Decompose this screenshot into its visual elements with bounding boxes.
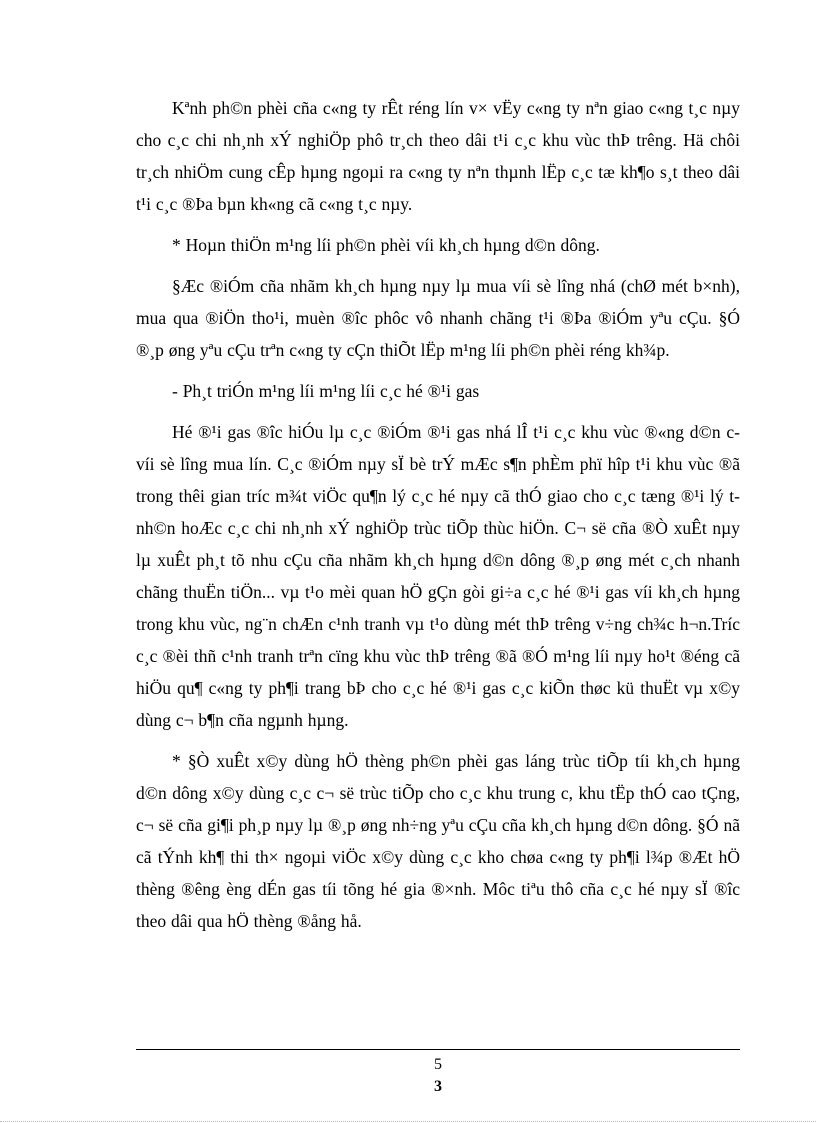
paragraph-gas-agents-detail: Hé ®¹i gas ®îc hiÓu lµ c¸c ®iÓm ®¹i gas nhá lÎ t¹i c¸c khu vùc ®«ng d©n c víi sè lîng mua lín. C¸c ®iÓm nµy sÏ bè trÝ mÆc s¶n phÈm phï hîp t¹i khu vùc ®ã trong thêi gian tríc m¾t viÖc qu¶n lý c¸c hé nµy cã thÓ giao cho c¸c tæng ®¹i lý t nh©n hoÆc c¸c chi nh¸nh xÝ nghiÖp trùc tiÕp thùc hiÖn. C¬ së cña ®Ò xuÊt nµy lµ xuÊt ph¸t tõ nhu cÇu cña nhãm kh¸ch hµng d©n dông ®¸p øng mét c¸ch nhanh chãng thuËn tiÖn... vµ t¹o mèi quan hÖ gÇn gòi gi÷a c¸c hé ®¹i gas víi kh¸ch hµng trong khu vùc, ng¨n chÆn c¹nh tranh vµ t¹o dùng mét thÞ trêng v÷ng ch¾c h¬n.Tríc c¸c ®èi thñ c¹nh tranh trªn cïng khu vùc thÞ trêng ®ã ®Ó m¹ng líi nµy ho¹t ®éng cã hiÖu qu¶ c«ng ty ph¶i trang bÞ cho c¸c hé ®¹i gas c¸c kiÕn thøc kü thuËt vµ x©y dùng c¬ b¶n cña ngµnh hµng. [136, 422, 740, 730]
page-number-primary: 5 [434, 1056, 442, 1073]
paragraph-heading-gas-agents: - Ph¸t triÓn m¹ng líi m¹ng líi c¸c hé ®¹i gas [172, 381, 480, 401]
page-number-secondary: 3 [434, 1078, 442, 1095]
page-bottom-edge [0, 1121, 816, 1122]
paragraph-distribution-channel: Kªnh ph©n phèi cña c«ng ty rÊt réng lín v× vËy c«ng ty nªn giao c«ng t¸c nµy cho c¸c chi nh¸nh xÝ nghiÖp phô tr¸ch theo dâi t¹i c¸c khu vùc thÞ trêng. Hä chôi tr¸ch nhiÖm cung cÊp hµng ngoµi ra c«ng ty nªn thµnh lËp c¸c tæ kh¶o s¸t theo dâi t¹i c¸c ®Þa bµn kh«ng cã c«ng t¸c nµy. [136, 98, 740, 214]
paragraph-household-characteristics: §Æc ®iÓm cña nhãm kh¸ch hµng nµy lµ mua víi sè lîng nhá (chØ mét b×nh), mua qua ®iÖn tho¹i, muèn ®îc phôc vô nhanh chãng t¹i ®Þa ®iÓm yªu cÇu. §Ó ®¸p øng yªu cÇu trªn c«ng ty cÇn thiÕt lËp m¹ng líi ph©n phèi réng kh¾p. [136, 276, 740, 360]
paragraph-liquid-gas-proposal: * §Ò xuÊt x©y dùng hÖ thèng ph©n phèi gas láng trùc tiÕp tíi kh¸ch hµng d©n dông x©y dùng c¸c c¬ së trùc tiÕp cho c¸c khu trung c, khu tËp thÓ cao tÇng, c¬ së cña gi¶i ph¸p nµy lµ ®¸p øng nh÷ng yªu cÇu cña kh¸ch hµng d©n dông. §Ó nã cã tÝnh kh¶ thi th× ngoµi viÖc x©y dùng c¸c kho chøa c«ng ty ph¶i l¾p ®Æt hÖ thèng ®êng èng dÉn gas tíi tõng hé gia ®×nh. Môc tiªu thô cña c¸c hé nµy sÏ ®îc theo dâi qua hÖ thèng ®ång hå. [136, 751, 740, 931]
paragraph-heading-household-network: * Hoµn thiÖn m¹ng líi ph©n phèi víi kh¸ch hµng d©n dông. [172, 235, 600, 255]
footer-divider [136, 1049, 740, 1050]
document-body [136, 92, 740, 946]
